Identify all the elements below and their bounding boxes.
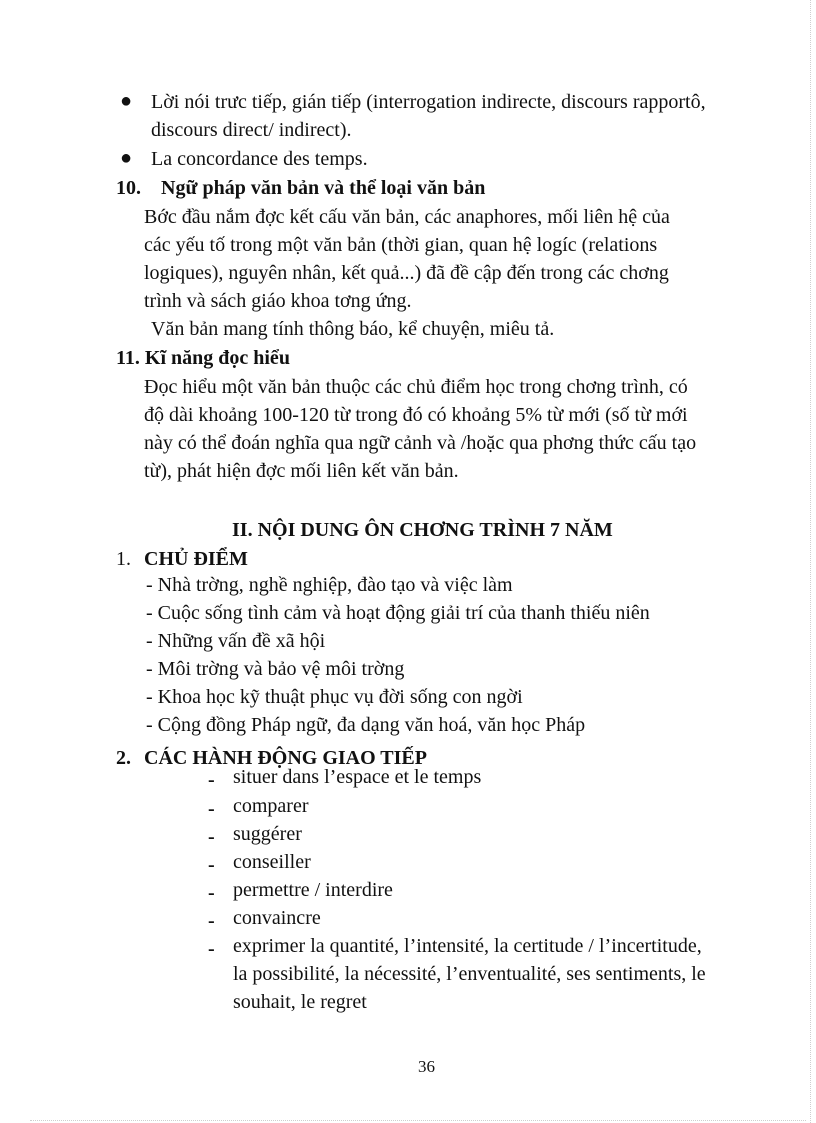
chu-diem-item-2: - Cuộc sống tình cảm và hoạt động giải trí của thanh thiếu niên: [146, 602, 650, 624]
page-right-edge: [810, 0, 811, 1123]
hanh-dong-item-7-cont-2: souhait, le regret: [233, 991, 367, 1013]
bullet-icon: ●: [120, 90, 133, 112]
hanh-dong-number: 2.: [116, 747, 131, 769]
section-11-title: 11. Kĩ năng đọc hiểu: [116, 347, 290, 369]
bullet-text-1: Lời nói trưc tiếp, gián tiếp (interrogation indirecte, discours rapportô,: [151, 91, 706, 113]
hanh-dong-item-4: conseiller: [233, 851, 311, 873]
hanh-dong-item-2: comparer: [233, 795, 309, 817]
dash-marker-icon: -: [208, 826, 215, 848]
section-10-line-3: logiques), nguyên nhân, kết quả...) đã đề cập đến trong các chơng: [144, 262, 669, 284]
chu-diem-number: 1.: [116, 548, 131, 570]
page-bottom-edge: [30, 1120, 806, 1121]
chu-diem-title: CHỦ ĐIỂM: [144, 548, 248, 570]
hanh-dong-item-3: suggérer: [233, 823, 302, 845]
bullet-text-2: La concordance des temps.: [151, 148, 368, 170]
dash-marker-icon: -: [208, 769, 215, 791]
hanh-dong-item-7: exprimer la quantité, l’intensité, la certitude / l’incertitude,: [233, 935, 702, 957]
section-10-line-1: Bớc đầu nắm đợc kết cấu văn bản, các anaphores, mối liên hệ của: [144, 206, 670, 228]
section-11-line-4: từ), phát hiện đợc mối liên kết văn bản.: [144, 460, 459, 482]
hanh-dong-item-7-cont-1: la possibilité, la nécessité, l’enventualité, ses sentiments, le: [233, 963, 706, 985]
chu-diem-item-5: - Khoa học kỹ thuật phục vụ đời sống con ngời: [146, 686, 523, 708]
hanh-dong-item-5: permettre / interdire: [233, 879, 393, 901]
hanh-dong-item-1: situer dans l’espace et le temps: [233, 766, 482, 788]
chu-diem-item-3: - Những vấn đề xã hội: [146, 630, 326, 652]
section-10-line-4: trình và sách giáo khoa tơng ứng.: [144, 290, 412, 312]
dash-marker-icon: -: [208, 854, 215, 876]
section-10-title: Ngữ pháp văn bản và thể loại văn bản: [161, 177, 486, 199]
part-2-heading: II. NỘI DUNG ÔN CHƠNG TRÌNH 7 NĂM: [232, 519, 613, 541]
dash-marker-icon: -: [208, 910, 215, 932]
page-number: 36: [418, 1057, 435, 1076]
dash-marker-icon: -: [208, 798, 215, 820]
chu-diem-item-1: - Nhà trờng, nghề nghiệp, đào tạo và việc làm: [146, 574, 513, 596]
chu-diem-item-6: - Cộng đồng Pháp ngữ, đa dạng văn hoá, văn học Pháp: [146, 714, 586, 736]
section-10-line-2: các yếu tố trong một văn bản (thời gian, quan hệ logíc (relations: [144, 234, 658, 256]
dash-marker-icon: -: [208, 882, 215, 904]
chu-diem-item-4: - Môi trờng và bảo vệ môi trờng: [146, 658, 405, 680]
dash-marker-icon: -: [208, 938, 215, 960]
bullet-text-1-cont: discours direct/ indirect).: [151, 119, 352, 141]
section-11-line-1: Đọc hiểu một văn bản thuộc các chủ điểm học trong chơng trình, có: [144, 376, 688, 398]
hanh-dong-title: CÁC HÀNH ĐỘNG GIAO TIẾP: [144, 747, 427, 769]
section-10-line-5: Văn bản mang tính thông báo, kể chuyện, miêu tả.: [151, 318, 555, 340]
bullet-icon: ●: [120, 147, 133, 169]
section-11-line-3: này có thể đoán nghĩa qua ngữ cảnh và /hoặc qua phơng thức cấu tạo: [144, 432, 697, 454]
section-11-line-2: độ dài khoảng 100-120 từ trong đó có khoảng 5% từ mới (số từ mới: [144, 404, 688, 426]
section-10-number: 10.: [116, 177, 141, 199]
hanh-dong-item-6: convaincre: [233, 907, 321, 929]
